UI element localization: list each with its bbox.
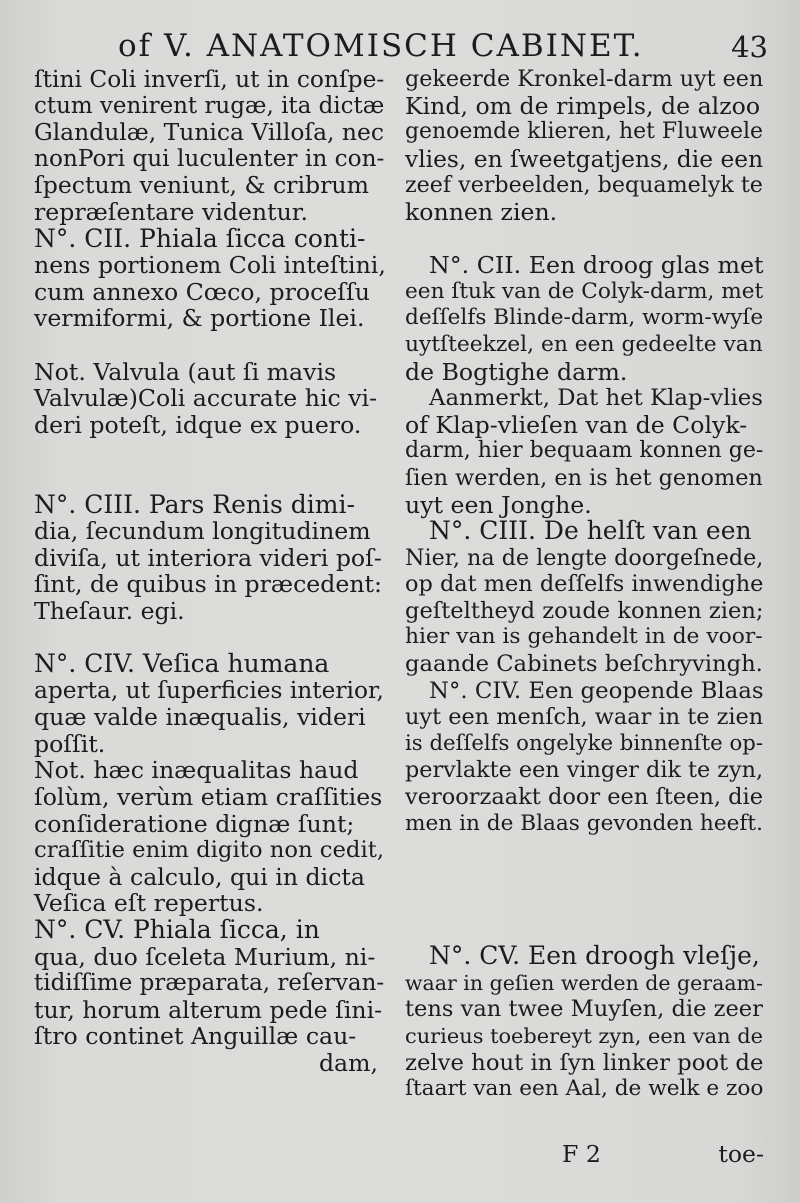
text-line: dia, ſecundum longitudinem — [34, 517, 371, 546]
text-line: Aanmerkt, Dat het Klap-vlies — [429, 385, 763, 412]
text-line: genoemde klieren, het Fluweele — [405, 119, 764, 145]
text-line: de Bogtighe darm. — [405, 357, 628, 386]
text-line: is deſſelfs ongelyke binnenſte op- — [405, 730, 764, 756]
text-line: zeef verbeelden, bequamelyk te — [405, 172, 763, 199]
text-line: diviſa, ut interiora videri poſ- — [34, 543, 382, 572]
text-line: op dat men deſſelfs inwendighe — [405, 571, 764, 598]
text-line: tur, horum alterum pede ſini- — [34, 995, 383, 1024]
text-line: Nier, na de lengte doorgeſnede, — [405, 544, 764, 571]
text-line: cum annexo Cœco, proceſſu — [34, 277, 370, 306]
dutch-entry-cii — [405, 252, 765, 385]
text-line: uyt een Jonghe. — [405, 490, 592, 519]
text-line: ſien werden, en is het genomen — [405, 464, 763, 491]
text-line: konnen zien. — [405, 197, 558, 226]
signature-mark: F 2 — [562, 1140, 601, 1168]
text-line: qua, duo ſceleta Murium, ni- — [34, 942, 376, 971]
text-line: vermiformi, & portione Ilei. — [34, 304, 365, 333]
text-line: deſſelfs Blinde-darm, worm-wyſe — [405, 305, 764, 331]
page-footer — [0, 1140, 800, 1170]
entry-heading-line: N°. CIV. Een geopende Blaas — [429, 677, 764, 704]
text-line: een ſtuk van de Colyk-darm, met — [405, 278, 764, 304]
text-line: Theſaur. egi. — [34, 596, 185, 625]
running-head: of V. ANATOMISCH CABINET. — [118, 28, 644, 64]
text-line: quæ valde inæqualis, videri — [34, 703, 366, 732]
text-line: uytſteekzel, en een gedeelte van — [405, 331, 763, 357]
text-line: tidiſſime præparata, reſervan- — [34, 970, 385, 997]
latin-note-cii — [34, 359, 386, 439]
latin-entry-cii — [34, 223, 386, 333]
text-line: vlies, en ſweetgatjens, die een — [405, 144, 764, 173]
entry-heading-line: N°. CII. Phiala ſicca conti- — [34, 223, 366, 253]
page-number: 43 — [731, 30, 768, 64]
dutch-entry-ciii — [405, 518, 765, 678]
spacer — [405, 837, 765, 943]
text-line: nens portionem Coli inteſtini, — [34, 251, 386, 280]
text-line: nonPori qui luculenter in con- — [34, 144, 385, 172]
text-line: gaande Cabinets beſchryvingh. — [405, 651, 763, 678]
text-line: darm, hier bequaam konnen ge- — [405, 438, 764, 464]
text-line: poſſit. — [34, 729, 106, 758]
page-header — [0, 28, 800, 68]
latin-entry-ciii — [34, 489, 386, 625]
text-line: repræſentare videntur. — [34, 197, 308, 226]
text-line: deri poteſt, idque ex puero. — [34, 410, 362, 439]
text-line: hier van is gehandelt in de voor- — [405, 624, 763, 650]
text-line: men in de Blaas gevonden heeft. — [405, 810, 763, 836]
entry-heading-line: N°. CIII. De helſt van een — [429, 516, 752, 546]
text-line: ſolùm, verùm etiam craſſities — [34, 783, 383, 812]
entry-heading-line: N°. CV. Phiala ſicca, in — [34, 915, 320, 944]
text-line: pervlakte een vinger dik te zyn, — [405, 757, 764, 784]
latin-entry-civ — [34, 651, 386, 757]
latin-note-civ — [34, 757, 386, 917]
dutch-note-cii — [405, 385, 765, 518]
text-line: curieus toebereyt zyn, een van de — [405, 1024, 763, 1048]
spacer — [405, 226, 765, 253]
text-line: veroorzaakt door een ſteen, die — [405, 784, 764, 811]
text-line: Not. hæc inæqualitas haud — [34, 756, 359, 785]
text-line: aperta, ut ſuperficies interior, — [34, 676, 384, 704]
text-line: conſideratione dignæ ſunt; — [34, 809, 355, 838]
text-line: ſint, de quibus in præcedent: — [34, 570, 382, 599]
text-line: waar in geſien werden de geraam- — [405, 970, 763, 995]
text-line: ſtaart van een Aal, de welk e zoo — [405, 1076, 764, 1102]
entry-heading-line: N°. CIII. Pars Renis dimi- — [34, 489, 355, 519]
latin-column — [34, 66, 386, 1077]
text-line: ſpectum veniunt, & cribrum — [34, 171, 369, 200]
entry-heading-line: N°. CIV. Veſica humana — [34, 649, 330, 679]
dutch-entry-civ — [405, 678, 765, 838]
dutch-text-block — [405, 66, 765, 226]
text-line: tens van twee Muyſen, die zeer — [405, 996, 763, 1023]
catchword: toe- — [718, 1140, 764, 1168]
dutch-column — [405, 66, 765, 1103]
text-line: gekeerde Kronkel-darm uyt een — [405, 66, 764, 92]
text-line: ſtini Coli inverſi, ut in conſpe- — [34, 65, 385, 93]
text-line: Valvulæ)Coli accurate hic vi- — [34, 384, 378, 413]
text-line: Not. Valvula (aut ſi mavis — [34, 357, 337, 386]
entry-heading-line: N°. CII. Een droog glas met — [429, 251, 764, 280]
dutch-entry-cv — [405, 943, 765, 1103]
text-line: Veſica eſt repertus. — [34, 889, 264, 918]
text-line: of Klap-vlieſen van de Colyk- — [405, 410, 748, 439]
entry-heading-line: N°. CV. Een droogh vleſje, — [429, 941, 760, 971]
text-line: Glandulæ, Tunica Villoſa, nec — [34, 118, 384, 147]
spacer — [34, 438, 386, 491]
text-line: dam, — [318, 1048, 378, 1077]
text-line: ctum venirent rugæ, ita dictæ — [34, 92, 385, 119]
text-line: zelve hout in ſyn linker poot de — [405, 1049, 764, 1076]
text-line: uyt een menſch, waar in te zien — [405, 704, 764, 731]
text-line: geſteltheyd zoude konnen zien; — [405, 597, 764, 624]
text-line: idque à calculo, qui in dicta — [34, 862, 365, 891]
latin-text-block — [34, 66, 386, 226]
spacer — [34, 332, 386, 359]
spacer — [34, 624, 386, 651]
latin-entry-cv — [34, 917, 386, 1077]
text-line: ſtro continet Anguillæ cau- — [34, 1022, 357, 1051]
text-line: Kind, om de rimpels, de alzoo — [405, 91, 761, 120]
text-line: craſſitie enim digito non cedit, — [34, 837, 385, 864]
